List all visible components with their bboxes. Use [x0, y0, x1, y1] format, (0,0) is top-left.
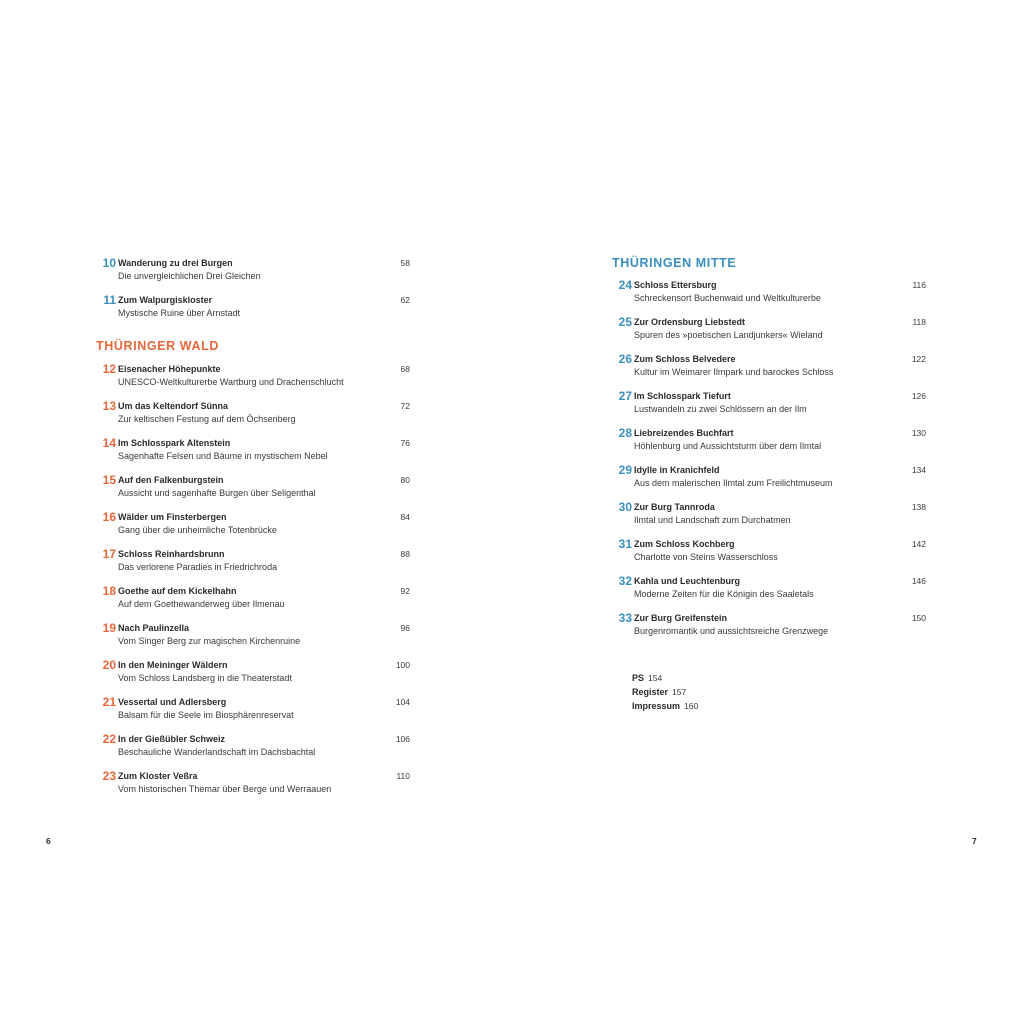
right-section-entries [612, 278, 932, 648]
entry-page-number: 84 [400, 512, 410, 522]
entry-subtitle: Gang über die unheimliche Totenbrücke [118, 525, 277, 535]
entry-subtitle: Balsam für die Seele im Biosphärenreservat [118, 710, 294, 720]
right-page-toc [612, 255, 932, 648]
entry-number: 23 [102, 769, 116, 783]
entry-page-number: 104 [395, 697, 410, 707]
entry-title: Schloss Reinhardsbrunn [118, 549, 225, 559]
appendix-label: Impressum [632, 701, 681, 711]
entry-subtitle: Vom Schloss Landsberg in die Theaterstadt [118, 673, 292, 683]
entry-subtitle: Höhlenburg und Aussichtsturm über dem Ilmtal [634, 441, 822, 451]
entry-number: 24 [618, 278, 632, 292]
entry-subtitle: Ilmtal und Landschaft zum Durchatmen [634, 515, 791, 525]
entry-subtitle: Mystische Ruine über Arnstadt [118, 308, 241, 318]
entry-number: 28 [618, 426, 632, 440]
toc-entry[interactable] [612, 315, 932, 352]
entry-subtitle: Sagenhafte Felsen und Bäume in mystischem Nebel [118, 451, 328, 461]
entry-number: 32 [618, 574, 632, 588]
entry-number: 27 [618, 389, 632, 403]
appendix-page-number: 157 [672, 687, 687, 697]
entry-page-number: 126 [911, 391, 926, 401]
toc-entry[interactable] [96, 695, 416, 732]
entry-number: 17 [102, 547, 116, 561]
entry-number: 30 [618, 500, 632, 514]
toc-entry[interactable] [612, 389, 932, 426]
left-top-entries [96, 256, 416, 330]
entry-page-number: 134 [911, 465, 926, 475]
entry-page-number: 68 [400, 364, 410, 374]
entry-page-number: 72 [400, 401, 410, 411]
entry-number: 12 [102, 362, 116, 376]
toc-entry[interactable] [612, 574, 932, 611]
entry-page-number: 80 [400, 475, 410, 485]
toc-entry[interactable] [96, 473, 416, 510]
entry-title: Im Schlosspark Tiefurt [634, 391, 731, 401]
entry-number: 20 [102, 658, 116, 672]
entry-number: 11 [103, 293, 116, 307]
page-number-right: 7 [972, 836, 977, 846]
entry-title: Wälder um Finsterbergen [118, 512, 227, 522]
entry-page-number: 118 [912, 317, 926, 327]
entry-page-number: 62 [400, 295, 410, 305]
toc-entry[interactable] [96, 584, 416, 621]
toc-entry[interactable] [96, 293, 416, 330]
left-section-entries [96, 362, 416, 806]
toc-entry[interactable] [96, 769, 416, 806]
toc-entry[interactable] [96, 436, 416, 473]
entry-title: In der Gießübler Schweiz [118, 734, 226, 744]
toc-entry[interactable] [96, 510, 416, 547]
toc-entry[interactable] [612, 463, 932, 500]
entry-number: 22 [102, 732, 116, 746]
appendix-label: PS [632, 673, 645, 683]
entry-title: Zum Schloss Belvedere [634, 354, 736, 364]
entry-page-number: 92 [400, 586, 410, 596]
entry-subtitle: Aussicht und sagenhafte Burgen über Seligenthal [118, 488, 316, 498]
entry-number: 25 [618, 315, 632, 329]
entry-title: Wanderung zu drei Burgen [118, 258, 233, 268]
entry-subtitle: Vom Singer Berg zur magischen Kirchenruine [118, 636, 301, 646]
entry-page-number: 142 [911, 539, 926, 549]
entry-title: Zur Burg Greifenstein [634, 613, 728, 623]
toc-entry[interactable] [96, 256, 416, 293]
entry-number: 19 [102, 621, 116, 635]
toc-entry[interactable] [612, 426, 932, 463]
toc-entry[interactable] [96, 621, 416, 658]
entry-page-number: 76 [400, 438, 410, 448]
entry-title: Zur Ordensburg Liebstedt [634, 317, 746, 327]
appendix-list [632, 671, 698, 713]
entry-subtitle: Spuren des »poetischen Landjunkers« Wieland [634, 330, 823, 340]
appendix-entry[interactable] [632, 671, 698, 685]
toc-entry[interactable] [96, 658, 416, 695]
entry-page-number: 130 [911, 428, 926, 438]
entry-title: Nach Paulinzella [118, 623, 190, 633]
section-title-thueringen-mitte: THÜRINGEN MITTE [612, 256, 737, 270]
entry-number: 31 [618, 537, 632, 551]
appendix-page-number: 160 [684, 701, 699, 711]
toc-entry[interactable] [612, 500, 932, 537]
toc-entry[interactable] [612, 352, 932, 389]
entry-page-number: 150 [911, 613, 926, 623]
page-number-left: 6 [46, 836, 51, 846]
entry-page-number: 106 [395, 734, 410, 744]
entry-title: Eisenacher Höhepunkte [118, 364, 221, 374]
entry-title: Zum Walpurgiskloster [118, 295, 213, 305]
entry-subtitle: Auf dem Goethewanderweg über Ilmenau [118, 599, 285, 609]
entry-page-number: 96 [400, 623, 410, 633]
toc-entry[interactable] [612, 278, 932, 315]
entry-subtitle: Beschauliche Wanderlandschaft im Dachsbachtal [118, 747, 316, 757]
entry-number: 13 [102, 399, 116, 413]
entry-subtitle: UNESCO-Weltkulturerbe Wartburg und Drachenschlucht [118, 377, 344, 387]
entry-subtitle: Moderne Zeiten für die Königin des Saaletals [634, 589, 814, 599]
entry-page-number: 146 [911, 576, 926, 586]
toc-entry[interactable] [612, 611, 932, 648]
section-title-thueringer-wald: THÜRINGER WALD [96, 339, 219, 353]
entry-number: 15 [102, 473, 116, 487]
entry-subtitle: Charlotte von Steins Wasserschloss [634, 552, 778, 562]
entry-subtitle: Kultur im Weimarer Ilmpark und barockes Schloss [634, 367, 834, 377]
entry-number: 14 [102, 436, 116, 450]
entry-subtitle: Aus dem malerischen Ilmtal zum Freilichtmuseum [634, 478, 833, 488]
entry-subtitle: Lustwandeln zu zwei Schlössern an der Ilm [634, 404, 807, 414]
appendix-page-number: 154 [648, 673, 663, 683]
entry-page-number: 100 [395, 660, 410, 670]
entry-title: Idylle in Kranichfeld [634, 465, 720, 475]
entry-title: Auf den Falkenburgstein [118, 475, 224, 485]
entry-subtitle: Vom historischen Themar über Berge und Werraauen [118, 784, 332, 794]
entry-title: In den Meininger Wäldern [118, 660, 228, 670]
entry-number: 16 [102, 510, 116, 524]
entry-title: Um das Keltendorf Sünna [118, 401, 229, 411]
appendix-entry[interactable] [632, 699, 698, 713]
entry-number: 29 [618, 463, 632, 477]
toc-entry[interactable] [96, 547, 416, 584]
entry-number: 26 [618, 352, 632, 366]
entry-title: Liebreizendes Buchfart [634, 428, 734, 438]
entry-subtitle: Die unvergleichlichen Drei Gleichen [118, 271, 261, 281]
entry-page-number: 88 [400, 549, 410, 559]
toc-entry[interactable] [96, 399, 416, 436]
entry-title: Zum Schloss Kochberg [634, 539, 735, 549]
toc-entry[interactable] [96, 732, 416, 769]
entry-title: Schloss Ettersburg [634, 280, 717, 290]
toc-entry[interactable] [612, 537, 932, 574]
entry-title: Zur Burg Tannroda [634, 502, 715, 512]
entry-subtitle: Zur keltischen Festung auf dem Öchsenberg [118, 414, 296, 424]
toc-entry[interactable] [96, 362, 416, 399]
entry-subtitle: Schreckensort Buchenwaid und Weltkulturerbe [634, 293, 821, 303]
appendix-label: Register [632, 687, 669, 697]
entry-number: 33 [618, 611, 632, 625]
entry-title: Im Schlosspark Altenstein [118, 438, 231, 448]
entry-page-number: 110 [396, 771, 410, 781]
entry-title: Kahla und Leuchtenburg [634, 576, 741, 586]
entry-number: 21 [102, 695, 116, 709]
entry-subtitle: Das verlorene Paradies in Friedrichroda [118, 562, 278, 572]
entry-number: 18 [102, 584, 116, 598]
entry-title: Vessertal und Adlersberg [118, 697, 227, 707]
entry-subtitle: Burgenromantik und aussichtsreiche Grenzwege [634, 626, 829, 636]
appendix-entry[interactable] [632, 685, 698, 699]
left-page-toc [96, 256, 416, 806]
entry-page-number: 138 [911, 502, 926, 512]
entry-number: 10 [102, 256, 116, 270]
entry-page-number: 58 [400, 258, 410, 268]
entry-title: Goethe auf dem Kickelhahn [118, 586, 237, 596]
entry-page-number: 116 [912, 280, 926, 290]
entry-page-number: 122 [911, 354, 926, 364]
entry-title: Zum Kloster Veßra [118, 771, 198, 781]
